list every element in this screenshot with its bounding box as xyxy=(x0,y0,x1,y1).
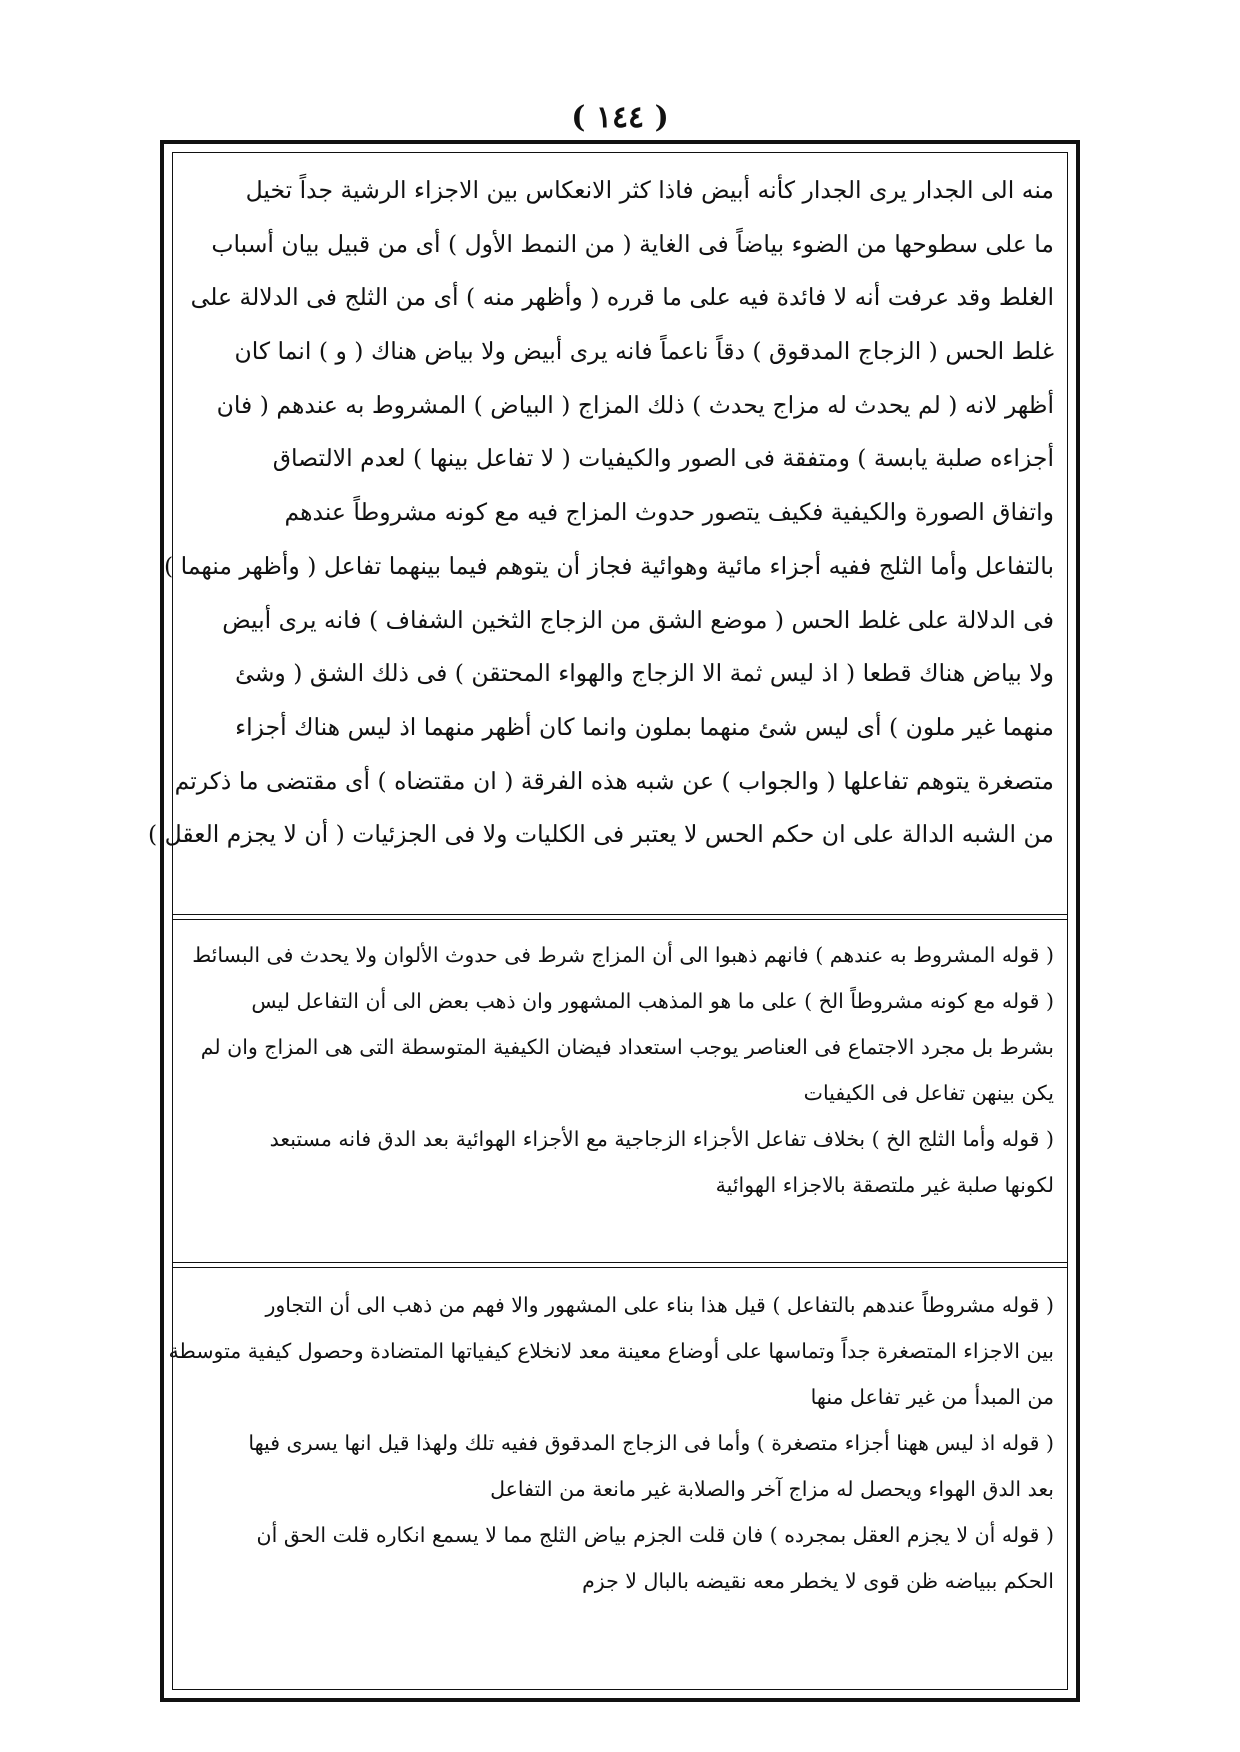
commentary-line: ( قوله اذ ليس ههنا أجزاء متصغرة ) وأما فى الزجاج المدقوق ففيه تلك ولهذا قيل انها يسرى فيها xyxy=(248,1431,1054,1455)
main-text-line: واتفاق الصورة والكيفية فكيف يتصور حدوث المزاج فيه مع كونه مشروطاً عندهم xyxy=(284,498,1054,527)
main-text-line: ما على سطوحها من الضوء بياضاً فى الغاية ( من النمط الأول ) أى من قبيل بيان أسباب xyxy=(211,229,1054,258)
commentary-line: ( قوله أن لا يجزم العقل بمجرده ) فان قلت الجزم بياض الثلج مما لا يسمع انكاره قلت الحق أن xyxy=(256,1523,1054,1547)
commentary-line: لكونها صلبة غير ملتصقة بالاجزاء الهوائية xyxy=(715,1173,1054,1197)
commentary-line: ( قوله وأما الثلج الخ ) بخلاف تفاعل الأجزاء الزجاجية مع الأجزاء الهوائية بعد الدق فانه مستبعد xyxy=(269,1127,1054,1151)
main-text-line: أجزاءه صلبة يابسة ) ومتفقة فى الصور والكيفيات ( لا تفاعل بينها ) لعدم الالتصاق xyxy=(272,444,1054,473)
page-frame xyxy=(147,140,1080,1702)
commentary-line: الحكم ببياضه ظن قوى لا يخطر معه نقيضه بالبال لا جزم xyxy=(582,1569,1054,1593)
main-text-line: أظهر لانه ( لم يحدث له مزاج يحدث ) ذلك المزاج ( البياض ) المشروط به عندهم ( فان xyxy=(216,390,1054,419)
main-text-line: ولا بياض هناك قطعا ( اذ ليس ثمة الا الزجاج والهواء المحتقن ) فى ذلك الشق ( وشئ xyxy=(235,659,1054,688)
main-text-line: من الشبه الدالة على ان حكم الحس لا يعتبر فى الكليات ولا فى الجزئيات ( أن لا يجزم العقل ) xyxy=(147,820,1054,849)
main-text-line: فى الدلالة على غلط الحس ( موضع الشق من الزجاج الثخين الشفاف ) فانه يرى أبيض xyxy=(222,605,1054,634)
section-divider xyxy=(172,914,1068,920)
commentary-line: بين الاجزاء المتصغرة جداً وتماسها على أوضاع معينة معد لانخلاع كيفياتها المتضادة وحصول كيفية متوسطة xyxy=(168,1339,1054,1363)
main-text-line: متصغرة يتوهم تفاعلها ( والجواب ) عن شبه هذه الفرقة ( ان مقتضاه ) أى مقتضى ما ذكرتم xyxy=(174,766,1054,795)
main-text-line: الغلط وقد عرفت أنه لا فائدة فيه على ما قرره ( وأظهر منه ) أى من الثلج فى الدلالة على xyxy=(190,283,1054,312)
section-divider xyxy=(172,1262,1068,1268)
commentary-line: بشرط بل مجرد الاجتماع فى العناصر يوجب استعداد فيضان الكيفية المتوسطة التى هى المزاج وان لم xyxy=(200,1035,1054,1059)
commentary-line: يكن بينهن تفاعل فى الكيفيات xyxy=(803,1081,1054,1105)
page-number: ( ١٤٤ ) xyxy=(571,100,669,135)
main-text-line: منهما غير ملون ) أى ليس شئ منهما بملون وانما كان أظهر منهما اذ ليس هناك أجزاء xyxy=(235,712,1054,741)
commentary-line: من المبدأ من غير تفاعل منها xyxy=(810,1385,1054,1409)
main-text-line: غلط الحس ( الزجاج المدقوق ) دقاً ناعماً فانه يرى أبيض ولا بياض هناك ( و ) انما كان xyxy=(234,337,1054,366)
commentary-line: ( قوله مشروطاً عندهم بالتفاعل ) قيل هذا بناء على المشهور والا فهم من ذهب الى أن التجاور xyxy=(265,1293,1054,1317)
second-commentary-block xyxy=(168,1282,1054,1604)
main-text-line: منه الى الجدار يرى الجدار كأنه أبيض فاذا كثر الانعكاس بين الاجزاء الرشية جداً تخيل xyxy=(245,176,1054,204)
main-text-line: بالتفاعل وأما الثلج ففيه أجزاء مائية وهوائية فجاز أن يتوهم فيما بينهما تفاعل ( وأظهر منهما ) xyxy=(164,551,1054,580)
main-text-block xyxy=(147,164,1054,862)
commentary-line: ( قوله مع كونه مشروطاً الخ ) على ما هو المذهب المشهور وان ذهب بعض الى أن التفاعل ليس xyxy=(251,989,1054,1013)
commentary-line: ( قوله المشروط به عندهم ) فانهم ذهبوا الى أن المزاج شرط فى حدوث الألوان ولا يحدث فى البسائط xyxy=(192,943,1054,967)
commentary-line: بعد الدق الهواء ويحصل له مزاج آخر والصلابة غير مانعة من التفاعل xyxy=(490,1477,1054,1501)
first-commentary-block xyxy=(186,932,1054,1208)
